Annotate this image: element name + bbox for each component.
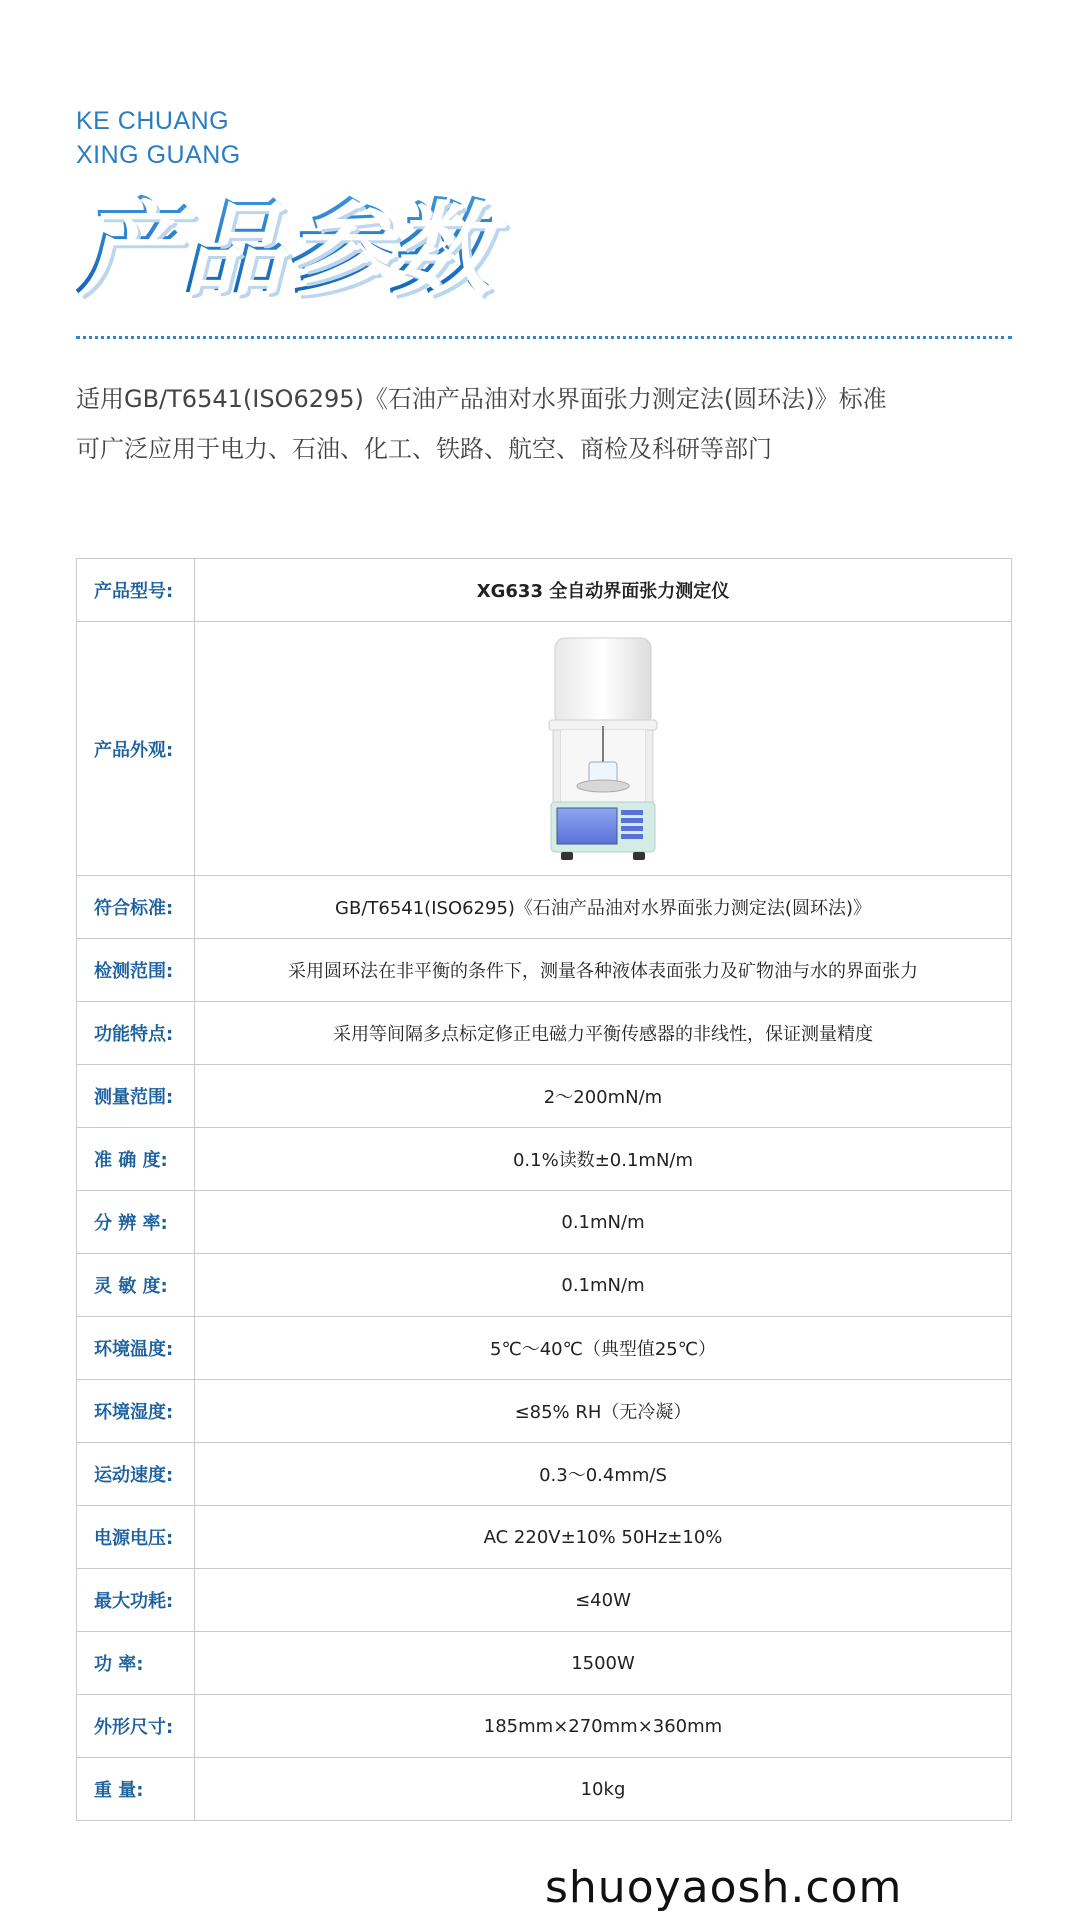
table-row	[77, 1758, 1012, 1821]
spec-label: 外形尺寸:	[77, 1695, 195, 1758]
spec-label: 符合标准:	[77, 876, 195, 939]
spec-value: 1500W	[195, 1632, 1012, 1695]
spec-label: 运动速度:	[77, 1443, 195, 1506]
intro-text	[76, 374, 887, 474]
table-row	[77, 1002, 1012, 1065]
spec-label: 产品外观:	[77, 622, 195, 876]
table-row	[77, 1191, 1012, 1254]
table-row	[77, 1317, 1012, 1380]
spec-value: AC 220V±10% 50Hz±10%	[195, 1506, 1012, 1569]
spec-label: 检测范围:	[77, 939, 195, 1002]
spec-label: 功能特点:	[77, 1002, 195, 1065]
spec-value-model: XG633 全自动界面张力测定仪	[195, 559, 1012, 622]
table-row	[77, 1380, 1012, 1443]
spec-label: 最大功耗:	[77, 1569, 195, 1632]
spec-value: 5℃～40℃（典型值25℃）	[195, 1317, 1012, 1380]
spec-value: 0.1mN/m	[195, 1191, 1012, 1254]
spec-label: 电源电压:	[77, 1506, 195, 1569]
spec-value: GB/T6541(ISO6295)《石油产品油对水界面张力测定法(圆环法)》	[195, 876, 1012, 939]
spec-table	[76, 558, 1012, 1821]
table-row	[77, 1632, 1012, 1695]
spec-value: 10kg	[195, 1758, 1012, 1821]
spec-value: ≤85% RH（无冷凝）	[195, 1380, 1012, 1443]
table-row	[77, 939, 1012, 1002]
spec-label: 功 率:	[77, 1632, 195, 1695]
table-row	[77, 1443, 1012, 1506]
table-row	[77, 1569, 1012, 1632]
table-row	[77, 1128, 1012, 1191]
spec-value: ≤40W	[195, 1569, 1012, 1632]
spec-label: 重 量:	[77, 1758, 195, 1821]
table-row	[77, 1695, 1012, 1758]
intro-line-1: 适用GB/T6541(ISO6295)《石油产品油对水界面张力测定法(圆环法)》标准	[76, 385, 887, 413]
brand-english-name	[76, 104, 241, 172]
spec-value: 采用圆环法在非平衡的条件下，测量各种液体表面张力及矿物油与水的界面张力	[195, 939, 1012, 1002]
spec-value: 185mm×270mm×360mm	[195, 1695, 1012, 1758]
tensiometer-instrument-icon	[543, 634, 663, 864]
spec-label: 产品型号:	[77, 559, 195, 622]
table-row	[77, 1065, 1012, 1128]
table-row	[77, 1254, 1012, 1317]
spec-label: 环境温度:	[77, 1317, 195, 1380]
brand-line-1: KE CHUANG	[76, 107, 230, 135]
table-row	[77, 876, 1012, 939]
spec-label: 测量范围:	[77, 1065, 195, 1128]
table-row	[77, 1506, 1012, 1569]
spec-value-appearance	[195, 622, 1012, 876]
dotted-divider	[76, 336, 1012, 339]
spec-value: 2～200mN/m	[195, 1065, 1012, 1128]
spec-value: 0.1%读数±0.1mN/m	[195, 1128, 1012, 1191]
table-row-model	[77, 559, 1012, 622]
spec-label: 分 辨 率:	[77, 1191, 195, 1254]
page-title: 产品参数	[76, 188, 492, 308]
intro-line-2: 可广泛应用于电力、石油、化工、铁路、航空、商检及科研等部门	[76, 435, 772, 463]
spec-label: 准 确 度:	[77, 1128, 195, 1191]
spec-value: 0.3～0.4mm/S	[195, 1443, 1012, 1506]
spec-label: 环境湿度:	[77, 1380, 195, 1443]
table-row-appearance	[77, 622, 1012, 876]
spec-value: 采用等间隔多点标定修正电磁力平衡传感器的非线性，保证测量精度	[195, 1002, 1012, 1065]
footer-url: shuoyaosh.com	[545, 1862, 903, 1913]
spec-label: 灵 敏 度:	[77, 1254, 195, 1317]
spec-value: 0.1mN/m	[195, 1254, 1012, 1317]
brand-line-2: XING GUANG	[76, 141, 241, 169]
